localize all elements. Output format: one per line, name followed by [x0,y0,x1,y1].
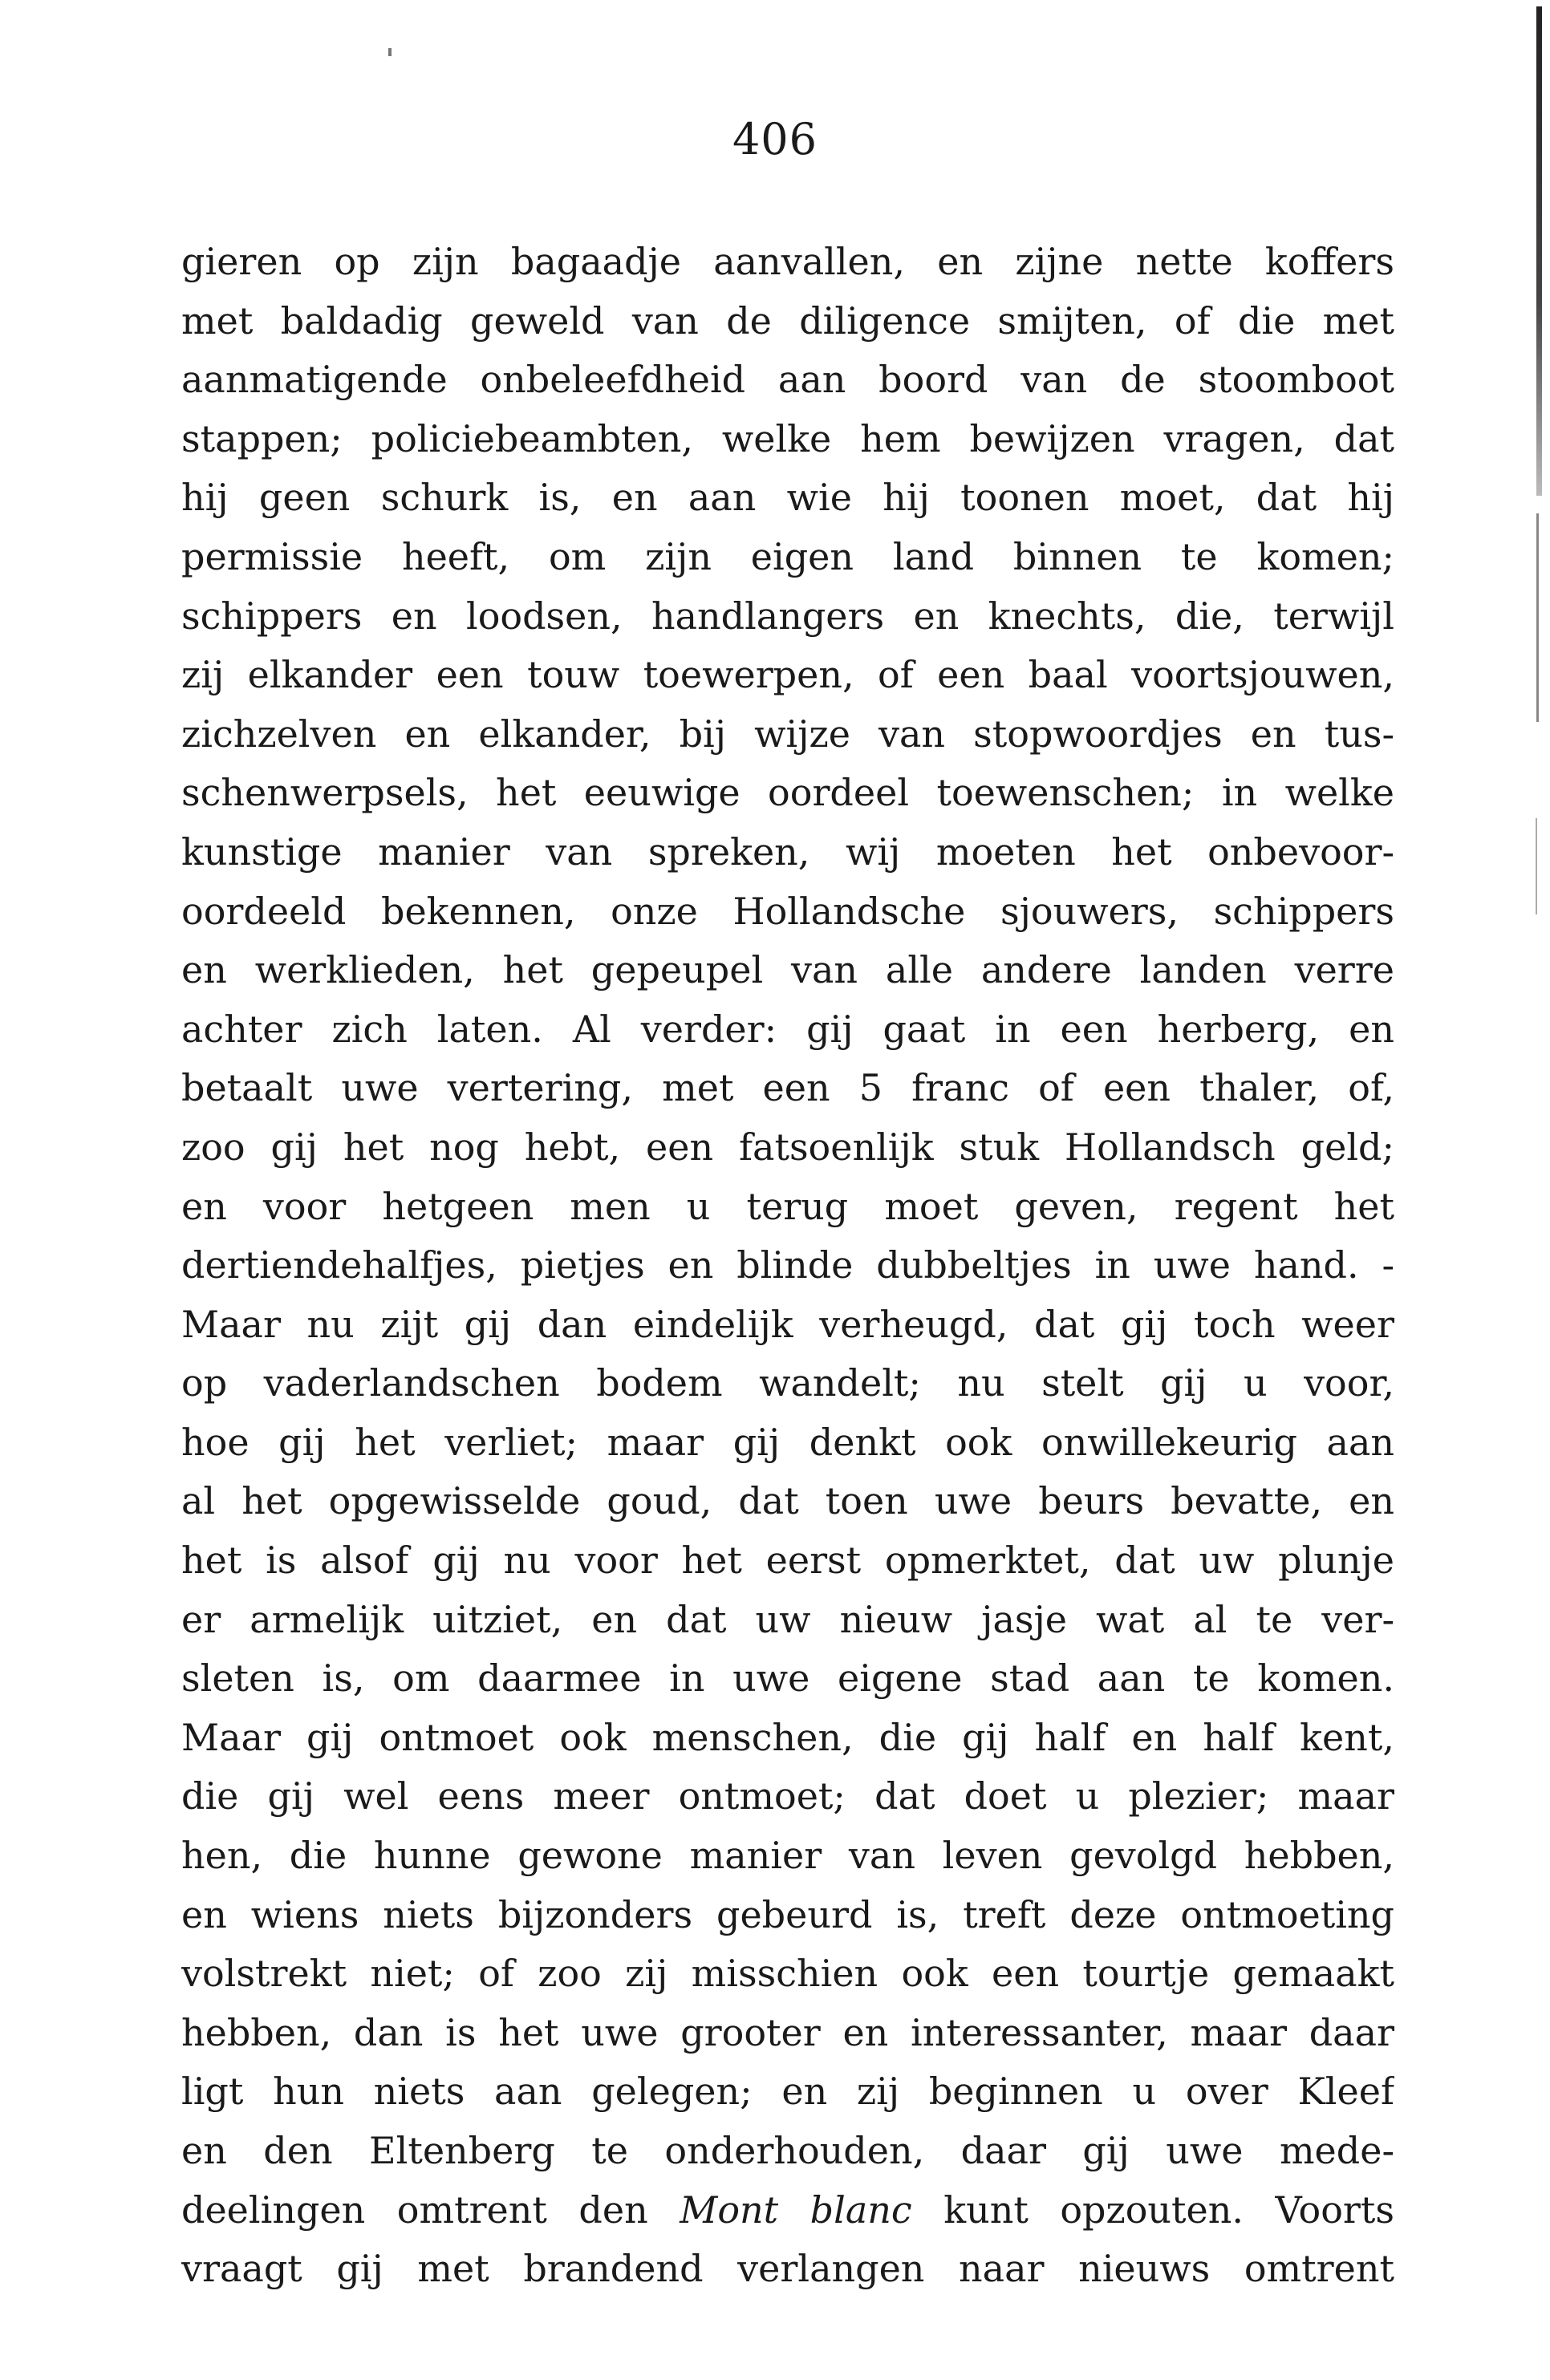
text-line: zij elkander een touw toewerpen, of een baal voortsjouwen, [181,653,1394,697]
text-line: hij geen schurk is, en aan wie hij toonen moet, dat hij [181,476,1394,520]
text-line: aanmatigende onbeleefdheid aan boord van de stoomboot [181,358,1394,402]
text-line: permissie heeft, om zijn eigen land binnen te komen; [181,534,1394,578]
page-edge-shadow [1536,6,1542,496]
text-line: en den Eltenberg te onderhouden, daar gij uwe mede- [181,2129,1394,2172]
text-line: hebben, dan is het uwe grooter en interessanter, maar daar [181,2010,1394,2054]
text-line: met baldadig geweld van de diligence smijten, of die met [181,298,1394,343]
text-line: en voor hetgeen men u terug moet geven, regent het [181,1184,1394,1228]
text-line: schenwerpsels, het eeuwige oordeel toewenschen; in welke [181,771,1394,815]
text-line: hoe gij het verliet; maar gij denkt ook onwillekeurig aan [181,1420,1394,1464]
text-line: en werklieden, het gepeupel van alle andere landen verre [181,948,1394,992]
text-line: ligt hun niets aan gelegen; en zij beginnen u over Kleef [181,2070,1394,2114]
text-line: die gij wel eens meer ontmoet; dat doet u plezier; maar [181,1774,1394,1818]
text-line: zoo gij het nog hebt, een fatsoenlijk stuk Hollandsch geld; [181,1125,1394,1169]
text-line: gieren op zijn bagaadje aanvallen, en zijne nette koffers [181,240,1394,283]
text-line: achter zich laten. Al verder: gij gaat in een herberg, en [181,1007,1394,1051]
text-line: Maar gij ontmoet ook menschen, die gij half en half kent, [181,1715,1394,1759]
text-line: zichzelven en elkander, bij wijze van stopwoordjes en tus- [181,712,1394,756]
text-line: schippers en loodsen, handlangers en knechts, die, terwijl [181,594,1394,638]
text-line: sleten is, om daarmee in uwe eigene stad aan te komen. [181,1656,1394,1701]
text-line: al het opgewisselde goud, dat toen uwe beurs bevatte, en [181,1479,1394,1523]
text-line: er armelijk uitziet, en dat uw nieuw jasje wat al te ver- [181,1597,1394,1641]
text-line-with-italic [181,2181,1394,2240]
text-line: kunstige manier van spreken, wij moeten het onbevoor- [181,829,1394,874]
text-fragment: deelingen omtrent den [181,2187,680,2232]
text-line: Maar nu zijt gij dan eindelijk verheugd, dat gij toch weer [181,1302,1394,1346]
page-number: 406 [732,114,818,164]
text-line: en wiens niets bijzonders gebeurd is, treft deze ontmoeting [181,1892,1394,1936]
text-line: volstrekt niet; of zoo zij misschien ook een tourtje gemaakt [181,1952,1394,1996]
print-speck [388,48,392,56]
body-text [181,233,1394,2299]
italic-title-mont-blanc: Mont blanc [680,2187,912,2232]
text-line: betaalt uwe vertering, met een 5 franc of een thaler, of, [181,1066,1394,1110]
page-edge-shadow-bottom [1536,818,1537,914]
text-line: stappen; policiebeambten, welke hem bewijzen vragen, dat [181,416,1394,460]
text-line: op vaderlandschen bodem wandelt; nu stelt gij u voor, [181,1361,1394,1405]
text-line: vraagt gij met brandend verlangen naar nieuws omtrent [181,2247,1394,2291]
page-edge-shadow-lower [1536,513,1539,722]
text-line: dertiendehalfjes, pietjes en blinde dubbeltjes in uwe hand. - [181,1243,1394,1287]
text-line: oordeeld bekennen, onze Hollandsche sjouwers, schippers [181,889,1394,933]
text-fragment: kunt opzouten. Voorts [911,2187,1394,2232]
text-line: het is alsof gij nu voor het eerst opmerktet, dat uw plunje [181,1539,1394,1583]
text-line: hen, die hunne gewone manier van leven gevolgd hebben, [181,1834,1394,1878]
